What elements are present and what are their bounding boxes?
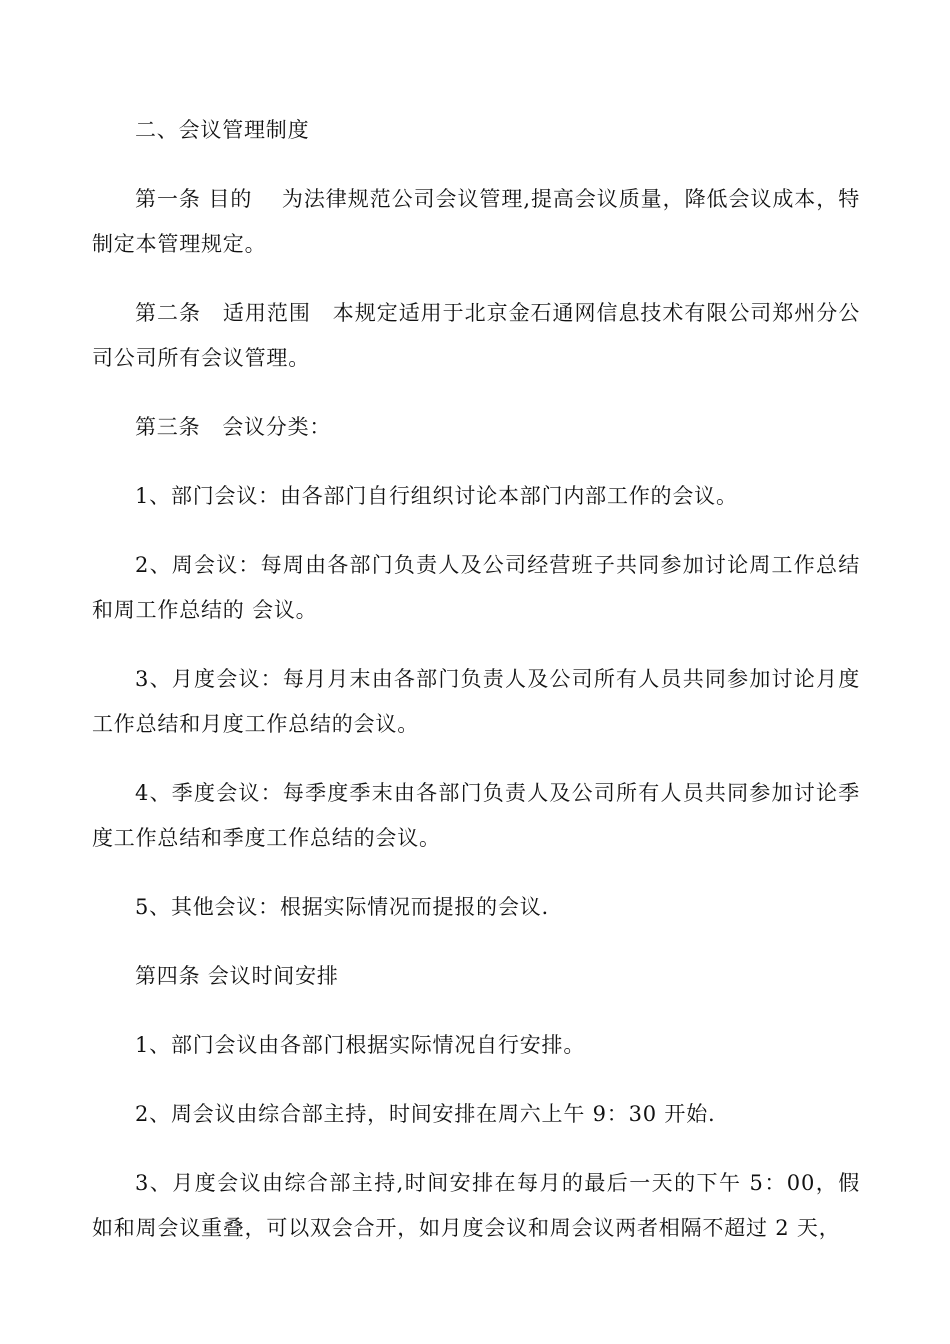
document-body: [92, 108, 860, 1275]
paragraph-article-3: 第三条 会议分类：: [135, 415, 332, 439]
list-item-monthly-meeting: 3、月度会议：每月月末由各部门负责人及公司所有人员共同参加讨论月度工作总结和月度工作总结的会议。: [92, 667, 860, 736]
list-item-weekly-schedule: 2、周会议由综合部主持，时间安排在周六上午 9：30 开始.: [135, 1102, 716, 1126]
list-item-monthly-schedule: 3、月度会议由综合部主持,时间安排在每月的最后一天的下午 5：00，假如和周会议重叠，可以双会合开，如月度会议和周会议两者相隔不超过 2 天，: [92, 1171, 860, 1240]
paragraph-article-2: 第二条 适用范围 本规定适用于北京金石通网信息技术有限公司郑州分公司公司所有会议管理。: [92, 301, 860, 370]
list-item-department-schedule: 1、部门会议由各部门根据实际情况自行安排。: [135, 1033, 586, 1057]
paragraph-article-1: 第一条 目的 为法律规范公司会议管理,提高会议质量，降低会议成本，特制定本管理规定。: [92, 187, 860, 256]
list-item-quarterly-meeting: 4、季度会议：每季度季末由各部门负责人及公司所有人员共同参加讨论季度工作总结和季度工作总结的会议。: [92, 781, 860, 850]
section-title: 二、会议管理制度: [135, 118, 310, 142]
paragraph-article-4: 第四条 会议时间安排: [135, 964, 339, 988]
list-item-weekly-meeting: 2、周会议：每周由各部门负责人及公司经营班子共同参加讨论周工作总结和周工作总结的 会议。: [92, 553, 860, 622]
list-item-department-meeting: 1、部门会议：由各部门自行组织讨论本部门内部工作的会议。: [135, 484, 738, 508]
list-item-other-meeting: 5、其他会议：根据实际情况而提报的会议.: [135, 895, 550, 919]
